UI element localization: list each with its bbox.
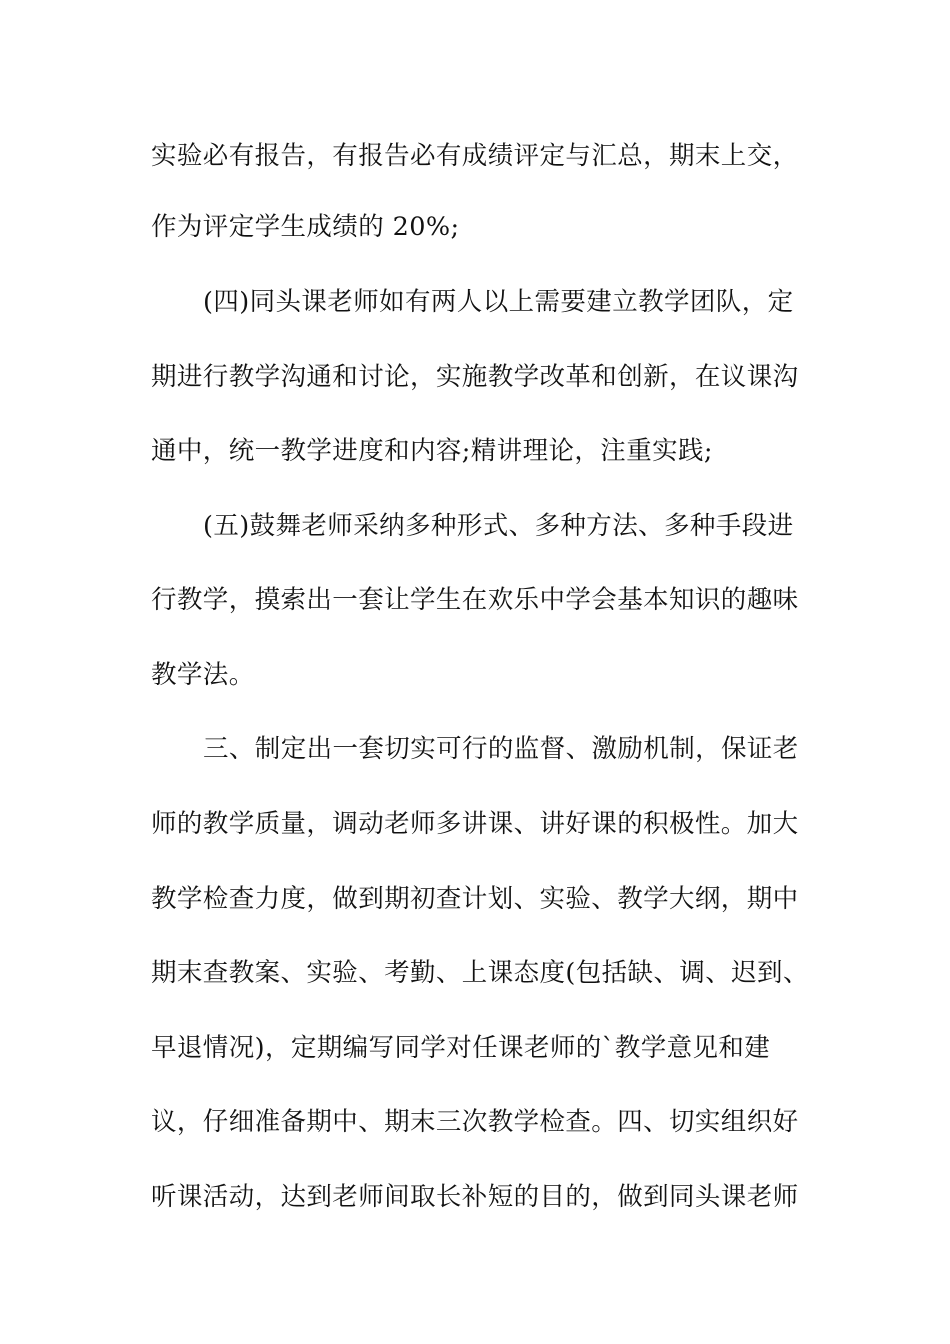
paragraph-6-line-4: 期末查教案、实验、考勤、上课态度(包括缺、调、迟到、 — [151, 958, 809, 988]
paragraph-4-line-3: 通中，统一教学进度和内容;精讲理论，注重实践; — [151, 436, 713, 466]
paragraph-5-line-3: 教学法。 — [151, 660, 255, 690]
paragraph-5-line-1: (五)鼓舞老师采纳多种形式、多种方法、多种手段进 — [203, 511, 794, 541]
text-line-2: 作为评定学生成绩的 20%; — [151, 212, 460, 242]
paragraph-4-line-2: 期进行教学沟通和讨论，实施教学改革和创新，在议课沟 — [151, 362, 799, 392]
paragraph-6-line-6: 议，仔细准备期中、期末三次教学检查。四、切实组织好 — [151, 1107, 799, 1137]
paragraph-4-line-1: (四)同头课老师如有两人以上需要建立教学团队，定 — [203, 287, 794, 317]
paragraph-6-line-1: 三、制定出一套切实可行的监督、激励机制，保证老 — [203, 734, 799, 764]
text-line-1: 实验必有报告，有报告必有成绩评定与汇总，期末上交， — [151, 141, 799, 171]
paragraph-6-line-3: 教学检查力度，做到期初查计划、实验、教学大纲，期中 — [151, 884, 799, 914]
paragraph-5-line-2: 行教学，摸索出一套让学生在欢乐中学会基本知识的趣味 — [151, 585, 799, 615]
paragraph-6-line-5: 早退情况)，定期编写同学对任课老师的`教学意见和建 — [151, 1033, 771, 1063]
paragraph-6-line-7: 听课活动，达到老师间取长补短的目的，做到同头课老师 — [151, 1182, 799, 1212]
paragraph-6-line-2: 师的教学质量，调动老师多讲课、讲好课的积极性。加大 — [151, 809, 799, 839]
